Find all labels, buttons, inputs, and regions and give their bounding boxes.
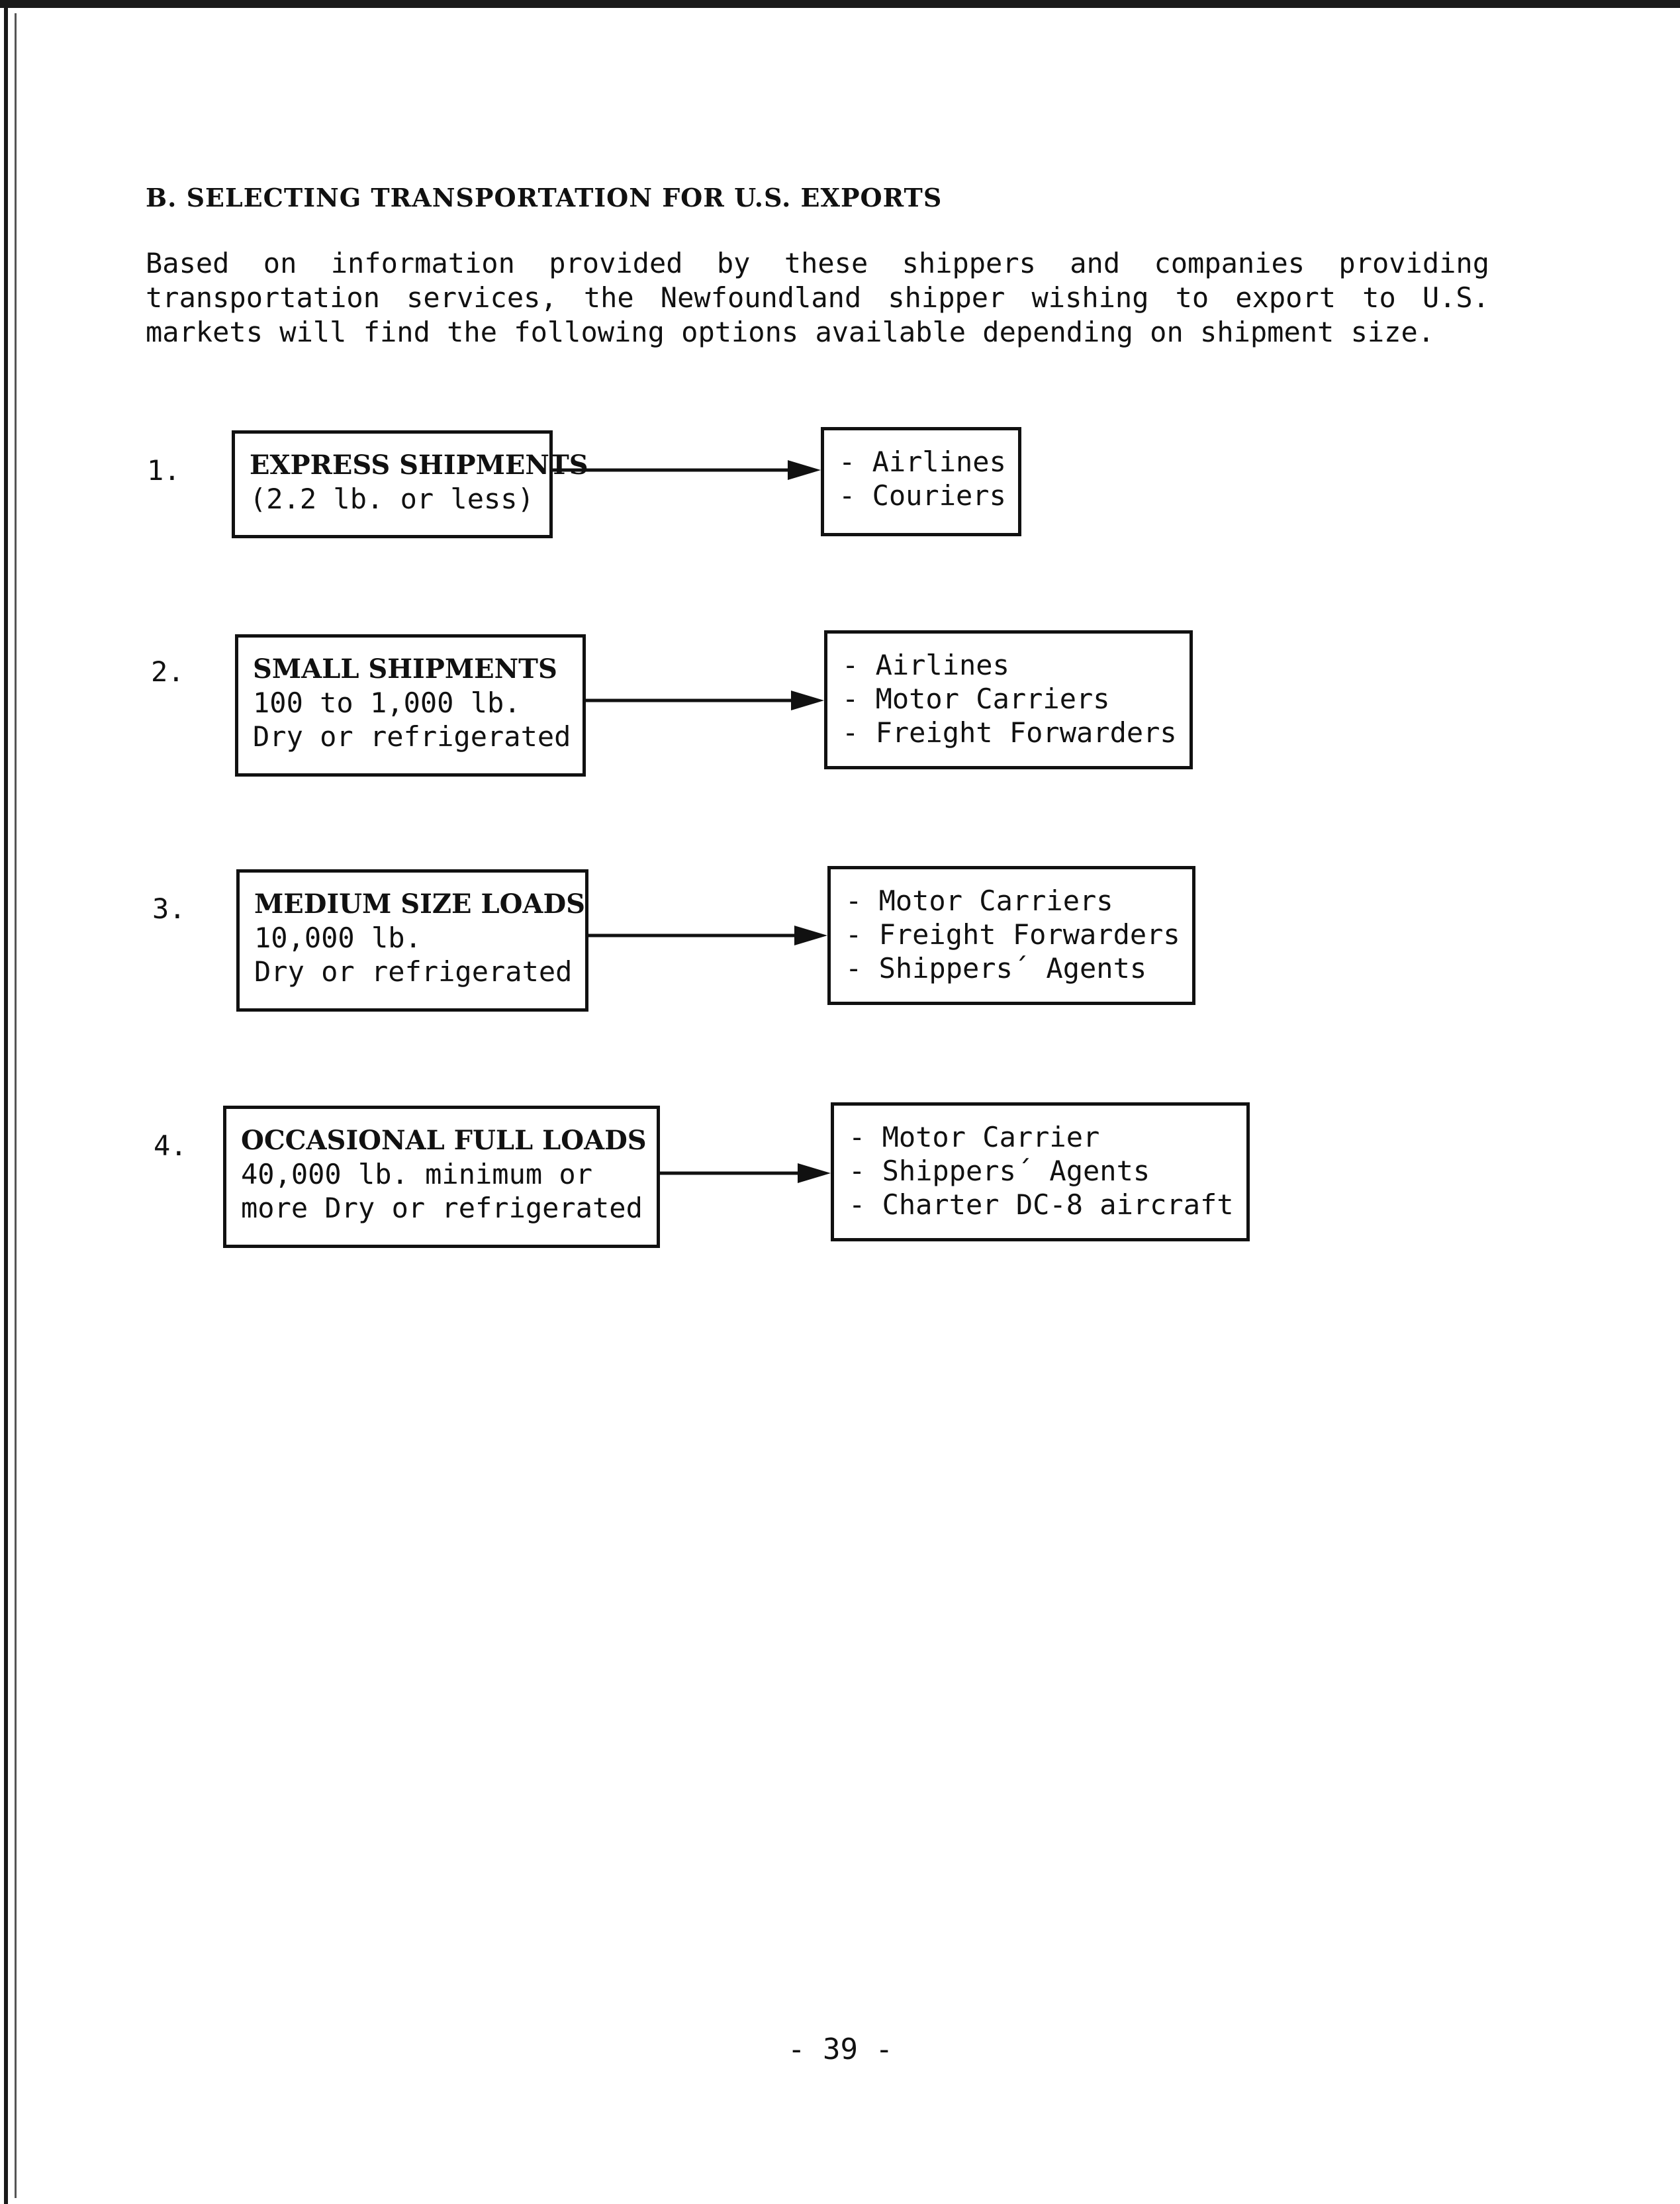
- scan-border-top: [0, 0, 1680, 8]
- shipment-detail: (2.2 lb. or less): [250, 483, 534, 515]
- shipment-detail: more Dry or refrigerated: [241, 1192, 643, 1224]
- shipment-box: [236, 869, 588, 1012]
- transport-option: - Motor Carriers: [842, 683, 1110, 715]
- shipment-box: [232, 430, 588, 538]
- scan-border-left: [4, 0, 8, 2204]
- row-number: 1.: [147, 454, 181, 487]
- arrow-icon: [586, 687, 824, 714]
- page-number: - 39 -: [788, 2033, 893, 2066]
- shipment-detail: 100 to 1,000 lb.: [253, 687, 521, 719]
- transport-options-box: [831, 1102, 1250, 1241]
- intro-paragraph: [146, 246, 1489, 350]
- transport-option: - Freight Forwarders: [842, 716, 1177, 749]
- row-number: 2.: [151, 655, 185, 688]
- shipment-title: EXPRESS SHIPMENTS: [250, 450, 588, 481]
- shipment-box: [223, 1106, 660, 1248]
- shipment-title: OCCASIONAL FULL LOADS: [241, 1125, 647, 1156]
- transport-options-box: [824, 630, 1193, 769]
- transport-options-box: [821, 427, 1021, 536]
- shipment-detail: 10,000 lb.: [254, 922, 422, 954]
- shipment-detail: Dry or refrigerated: [254, 955, 573, 988]
- shipment-box: [235, 634, 586, 777]
- shipment-title: MEDIUM SIZE LOADS: [254, 888, 586, 920]
- transport-option: - Motor Carrier: [849, 1121, 1100, 1153]
- section-heading: B. SELECTING TRANSPORTATION FOR U.S. EXPORTS: [146, 183, 943, 213]
- transport-option: - Charter DC-8 aircraft: [849, 1188, 1234, 1221]
- shipment-detail: Dry or refrigerated: [253, 720, 571, 753]
- transport-option: - Airlines: [842, 649, 1009, 681]
- intro-line: markets will find the following options available depending on shipment size.: [146, 316, 1435, 348]
- transport-option: - Motor Carriers: [845, 885, 1113, 917]
- intro-line: transportation services, the Newfoundland shipper wishing to export to U.S.: [146, 281, 1489, 314]
- transport-options-box: [827, 866, 1195, 1005]
- arrow-icon: [660, 1160, 831, 1186]
- transport-option: - Couriers: [839, 479, 1006, 512]
- transport-option: - Shippers´ Agents: [849, 1155, 1150, 1187]
- arrow-icon: [553, 457, 821, 483]
- row-number: 3.: [152, 892, 186, 925]
- transport-option: - Shippers´ Agents: [845, 952, 1147, 984]
- intro-line: Based on information provided by these shippers and companies providing: [146, 247, 1489, 279]
- arrow-icon: [588, 922, 827, 949]
- shipment-title: SMALL SHIPMENTS: [253, 653, 557, 685]
- transport-option: - Airlines: [839, 446, 1006, 478]
- transport-option: - Freight Forwarders: [845, 918, 1180, 951]
- row-number: 4.: [154, 1129, 187, 1162]
- scan-border-left-inner: [15, 13, 17, 2198]
- shipment-detail: 40,000 lb. minimum or: [241, 1158, 593, 1190]
